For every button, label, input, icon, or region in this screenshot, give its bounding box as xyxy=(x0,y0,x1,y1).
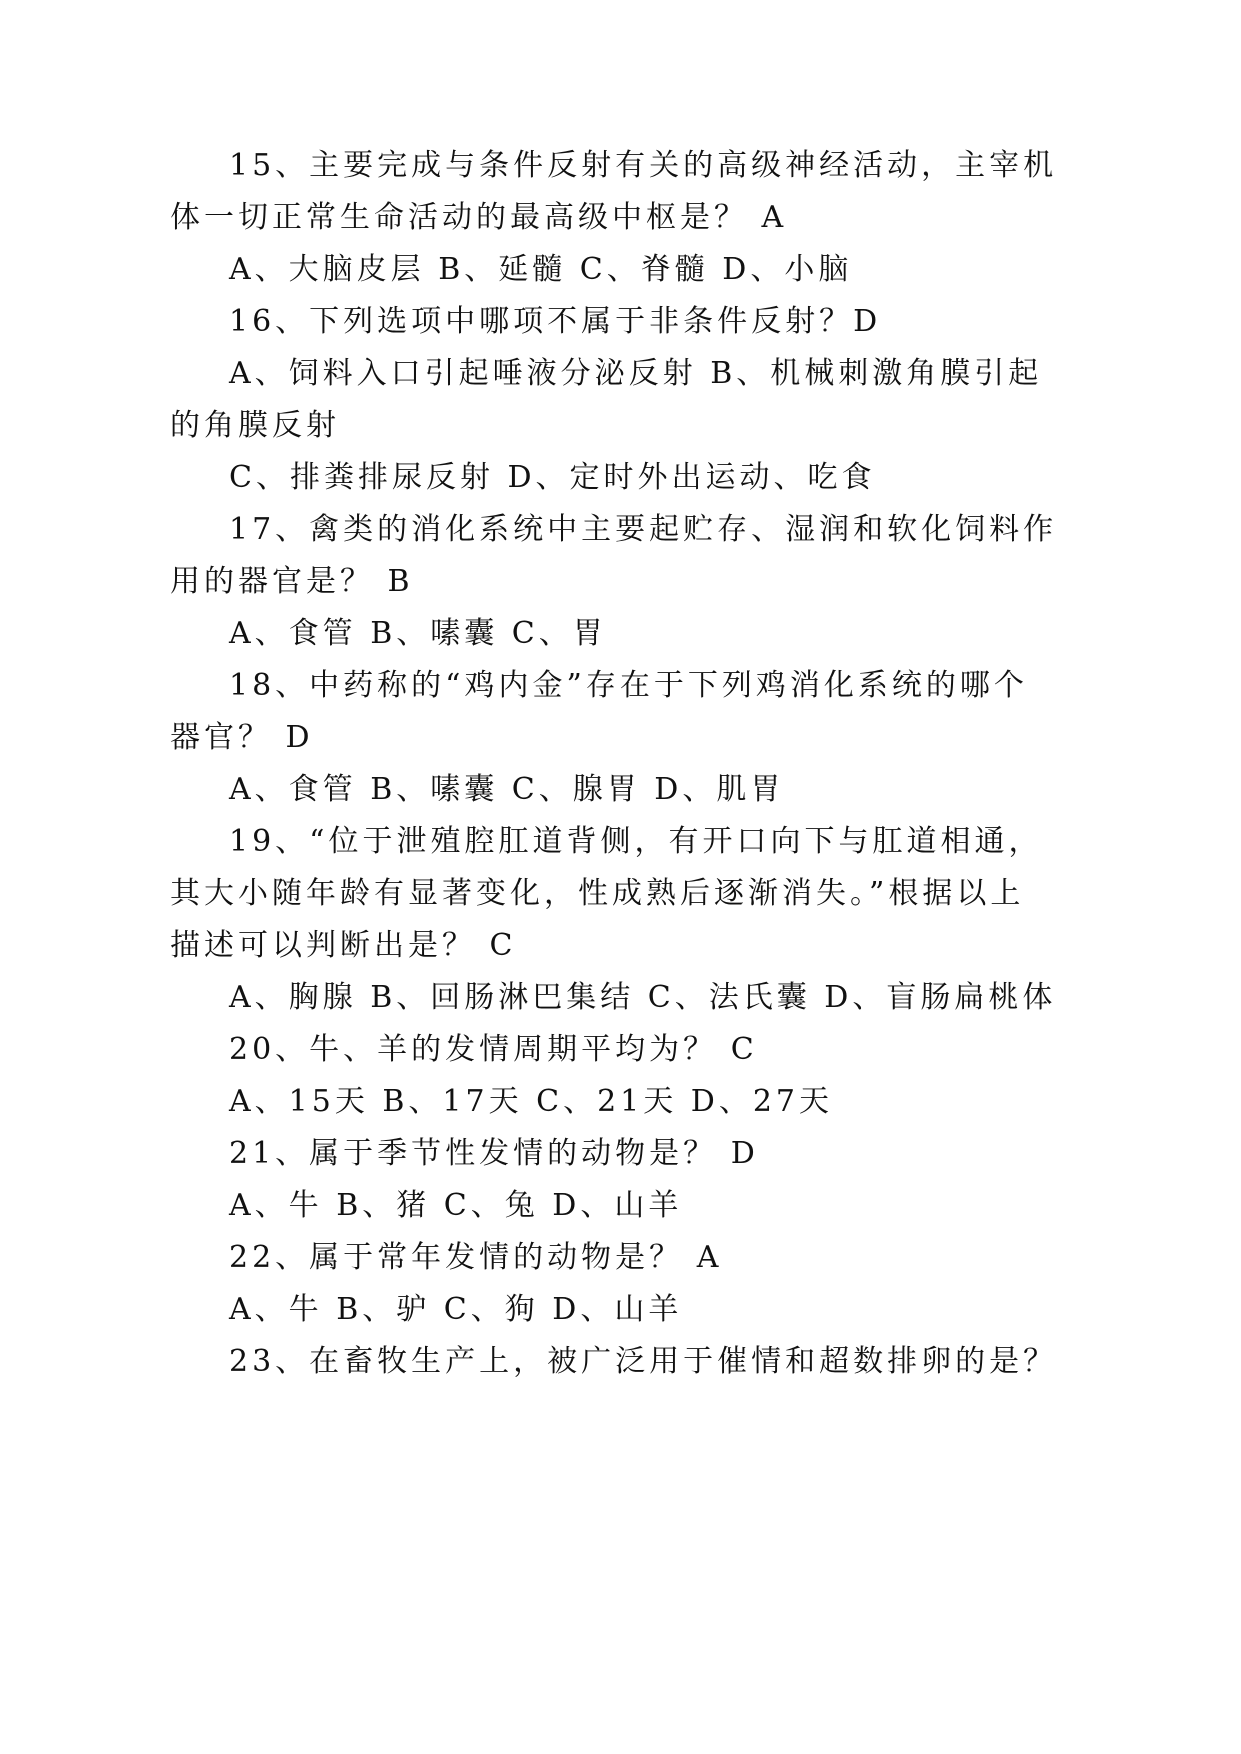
question-22: 22、属于常年发情的动物是？ A xyxy=(229,1240,723,1275)
question-19-line-2: 其大小随年龄有显著变化，性成熟后逐渐消失。”根据以上 xyxy=(170,876,1025,911)
question-23: 23、在畜牧生产上，被广泛用于催情和超数排卵的是？ xyxy=(229,1344,1058,1379)
question-18-line-1: 18、中药称的“鸡内金”存在于下列鸡消化系统的哪个 xyxy=(229,668,1028,703)
options-16-line-1: A、饲料入口引起唾液分泌反射 B、机械刺激角膜引起 xyxy=(229,356,1043,391)
question-15-line-1: 15、主要完成与条件反射有关的高级神经活动，主宰机 xyxy=(229,148,1058,183)
options-18: A、食管 B、嗉囊 C、腺胃 D、肌胃 xyxy=(229,772,785,807)
options-22: A、牛 B、驴 C、狗 D、山羊 xyxy=(229,1292,683,1327)
question-20: 20、牛、羊的发情周期平均为？ C xyxy=(229,1032,758,1067)
options-17: A、食管 B、嗉囊 C、胃 xyxy=(229,616,607,651)
options-20: A、15天 B、17天 C、21天 D、27天 xyxy=(229,1084,834,1119)
question-19-line-3: 描述可以判断出是？ C xyxy=(170,928,517,963)
question-17-line-2: 用的器官是？ B xyxy=(170,564,414,599)
options-21: A、牛 B、猪 C、兔 D、山羊 xyxy=(229,1188,683,1223)
options-15: A、大脑皮层 B、延髓 C、脊髓 D、小脑 xyxy=(229,252,853,287)
options-16-line-2: 的角膜反射 xyxy=(170,408,340,443)
question-16: 16、下列选项中哪项不属于非条件反射？D xyxy=(229,304,882,339)
question-15-line-2: 体一切正常生命活动的最高级中枢是？ A xyxy=(170,200,788,235)
question-21: 21、属于季节性发情的动物是？ D xyxy=(229,1136,759,1171)
question-19-line-1: 19、“位于泄殖腔肛道背侧，有开口向下与肛道相通， xyxy=(229,824,1043,859)
options-19: A、胸腺 B、回肠淋巴集结 C、法氏囊 D、盲肠扁桃体 xyxy=(229,980,1057,1015)
options-16-line-3: C、排粪排尿反射 D、定时外出运动、吃食 xyxy=(229,460,876,495)
question-18-line-2: 器官？ D xyxy=(170,720,314,755)
question-17-line-1: 17、禽类的消化系统中主要起贮存、湿润和软化饲料作 xyxy=(229,512,1058,547)
